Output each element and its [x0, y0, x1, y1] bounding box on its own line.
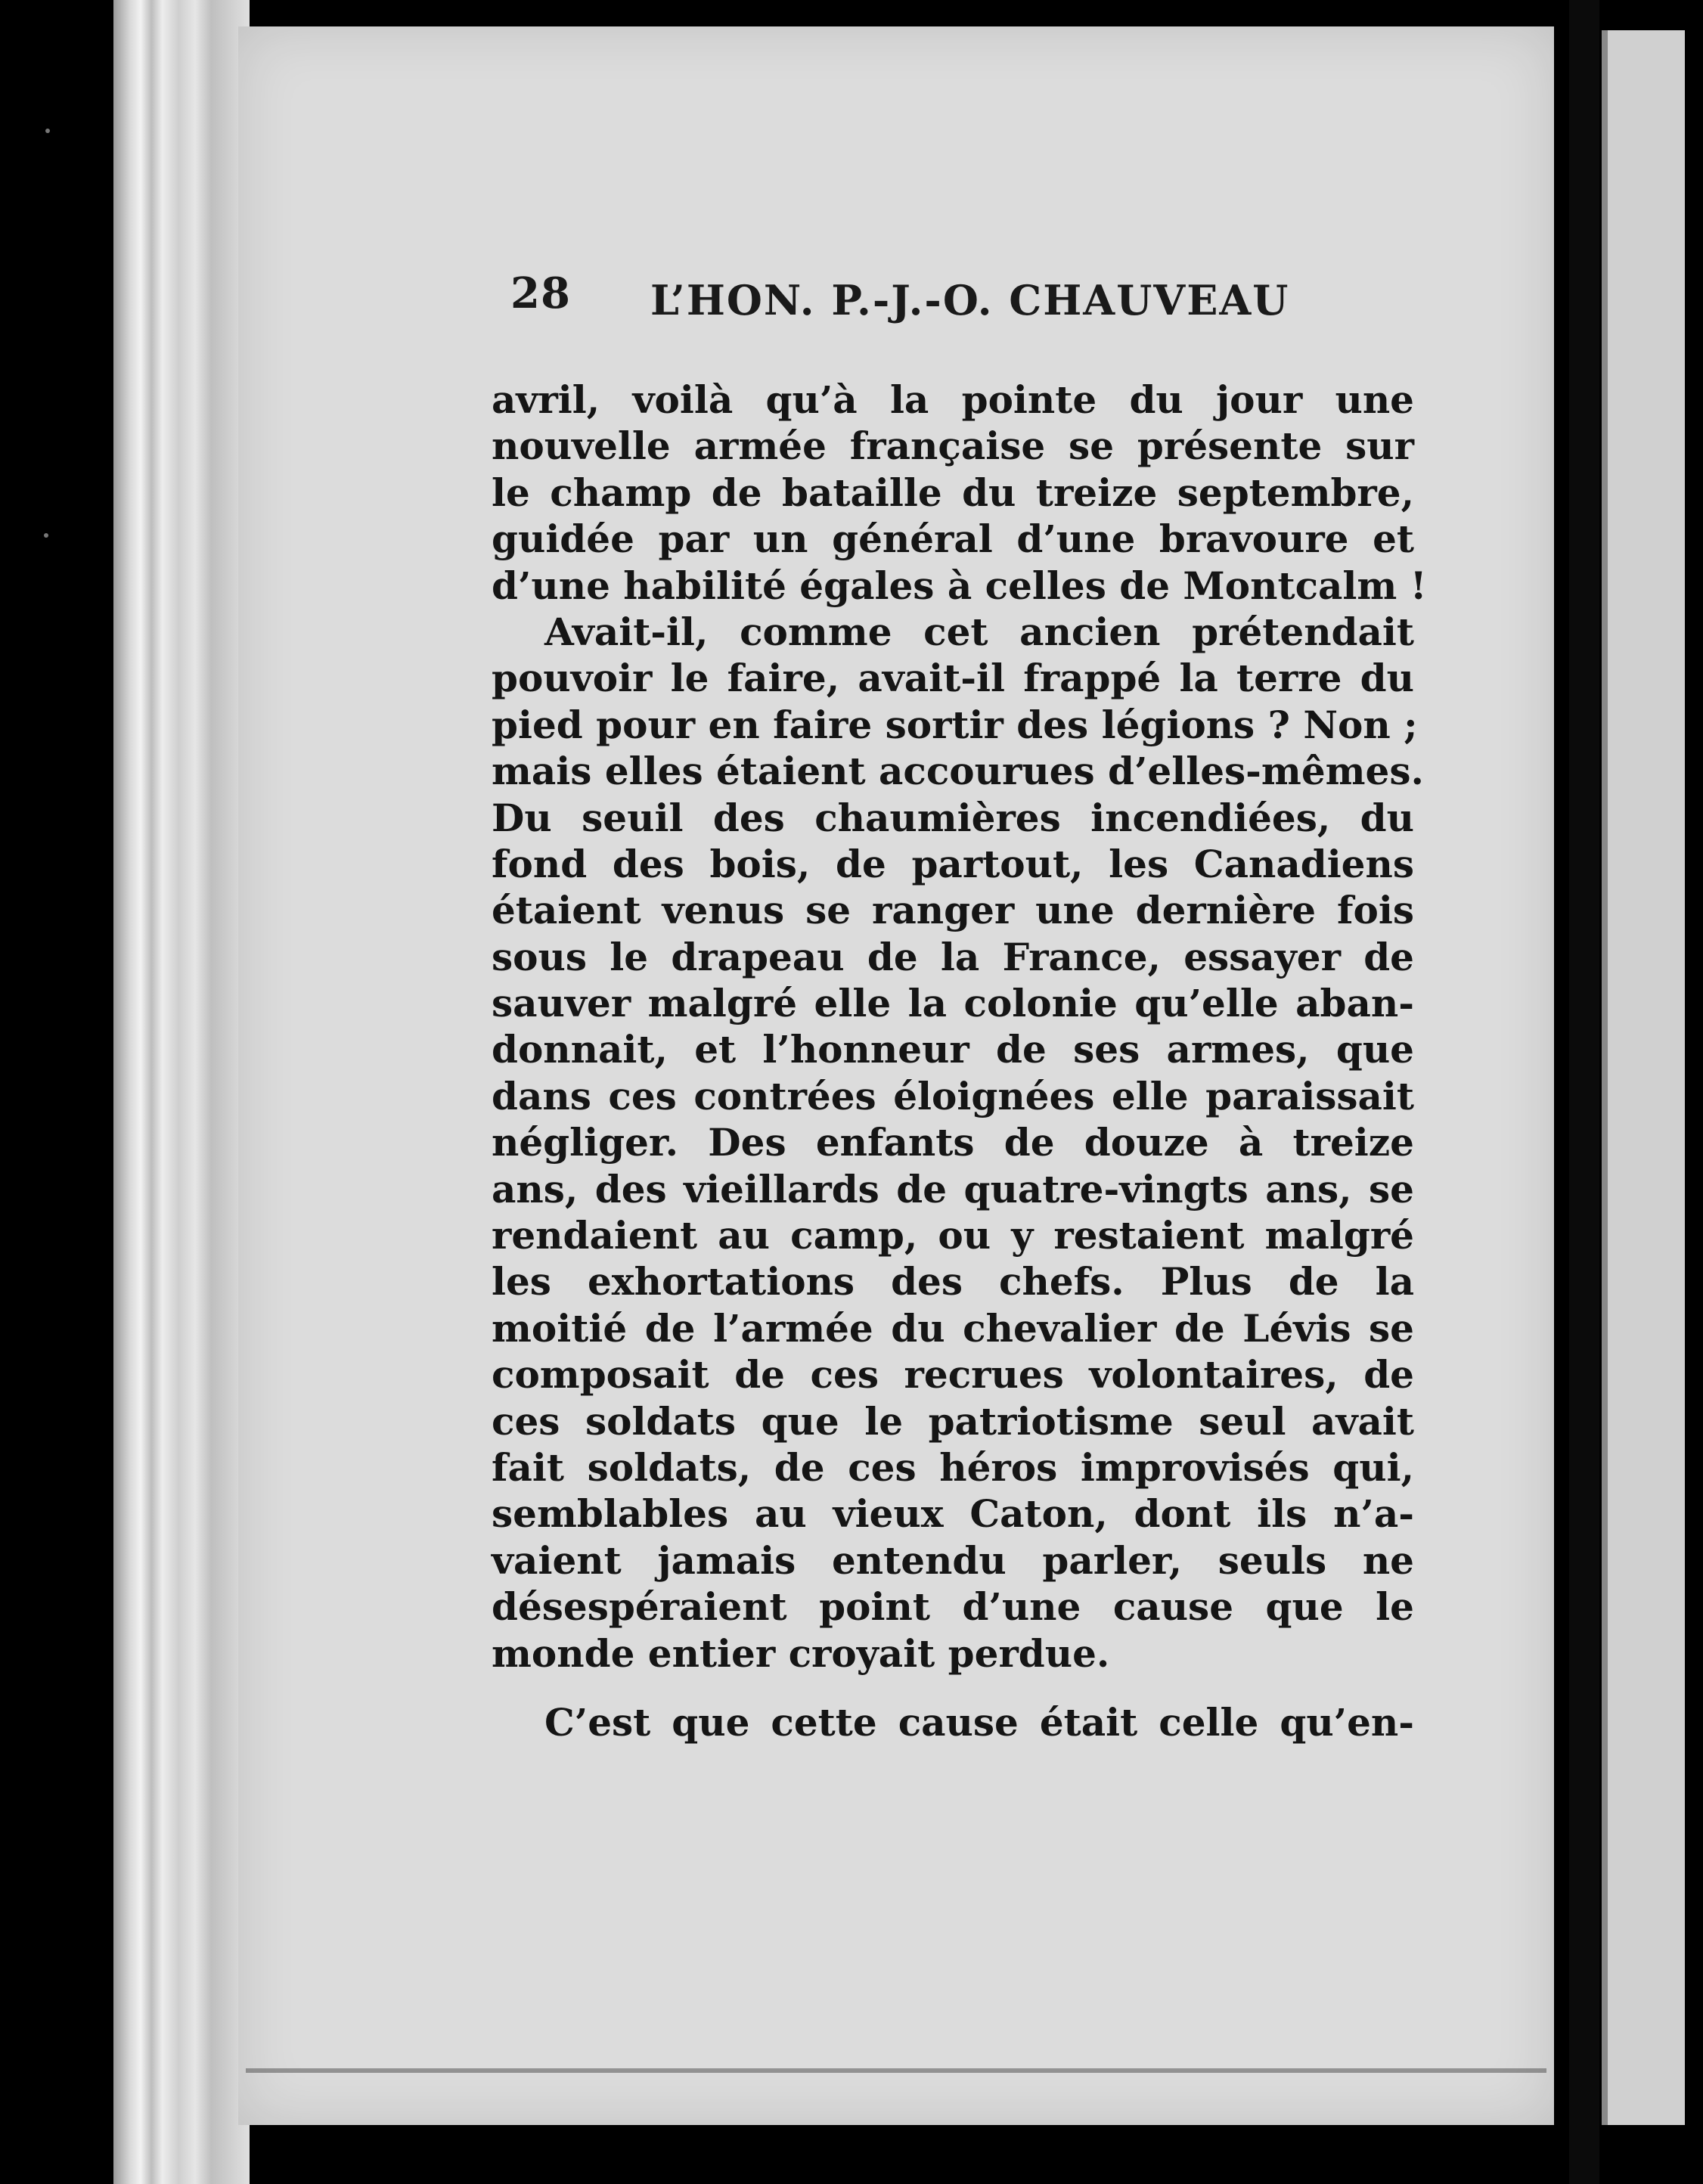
page-bottom-edge: [246, 2068, 1546, 2073]
text-line: pouvoir le faire, avait-il frappé la terre du: [492, 656, 1414, 701]
text-line: monde entier croyait perdue.: [492, 1630, 1110, 1676]
text-line: pied pour en faire sortir des légions ? Non ;: [492, 702, 1418, 747]
text-line: désespéraient point d’une cause que le: [492, 1584, 1414, 1630]
scan-speck: [44, 533, 48, 538]
page-number: 28: [510, 268, 571, 318]
text-line: C’est que cette cause était celle qu’en-: [544, 1699, 1414, 1745]
text-line: Avait-il, comme cet ancien prétendait: [544, 609, 1414, 654]
text-line: moitié de l’armée du chevalier de Lévis se: [492, 1305, 1414, 1351]
facing-page-edge: [1602, 30, 1685, 2125]
text-line: mais elles étaient accourues d’elles-mêmes.: [492, 749, 1424, 794]
text-line: guidée par un général d’une bravoure et: [492, 517, 1414, 562]
running-title: L’HON. P.-J.-O. CHAUVEAU: [650, 276, 1290, 324]
text-line: donnait, et l’honneur de ses armes, que: [492, 1027, 1414, 1072]
text-line: Du seuil des chaumières incendiées, du: [492, 795, 1414, 840]
scan-speck: [45, 129, 50, 133]
text-line: d’une habilité égales à celles de Montcalm !: [492, 563, 1427, 608]
text-line: négliger. Des enfants de douze à treize: [492, 1120, 1414, 1165]
text-line: étaient venus se ranger une dernière fois: [492, 888, 1414, 933]
text-line: rendaient au camp, ou y restaient malgré: [492, 1213, 1414, 1258]
text-line: semblables au vieux Caton, dont ils n’a-: [492, 1491, 1414, 1537]
text-line: composait de ces recrues volontaires, de: [492, 1352, 1414, 1398]
text-line: sauver malgré elle la colonie qu’elle aban-: [492, 981, 1414, 1026]
text-line: le champ de bataille du treize septembre,: [492, 470, 1414, 515]
paragraph-gap: [492, 1677, 1414, 1699]
body-text: [492, 377, 1427, 1745]
text-line: vaient jamais entendu parler, seuls ne: [492, 1537, 1414, 1583]
page-header: [0, 268, 1703, 337]
text-line: fond des bois, de partout, les Canadiens: [492, 841, 1414, 886]
text-line: avril, voilà qu’à la pointe du jour une: [492, 377, 1414, 422]
text-line: ces soldats que le patriotisme seul avait: [492, 1398, 1414, 1444]
text-line: dans ces contrées éloignées elle paraissait: [492, 1073, 1414, 1118]
text-line: fait soldats, de ces héros improvisés qui,: [492, 1444, 1414, 1490]
text-line: sous le drapeau de la France, essayer de: [492, 934, 1414, 979]
text-line: ans, des vieillards de quatre-vingts ans, se: [492, 1166, 1414, 1211]
text-line: les exhortations des chefs. Plus de la: [492, 1259, 1414, 1305]
text-line: nouvelle armée française se présente sur: [492, 423, 1414, 469]
